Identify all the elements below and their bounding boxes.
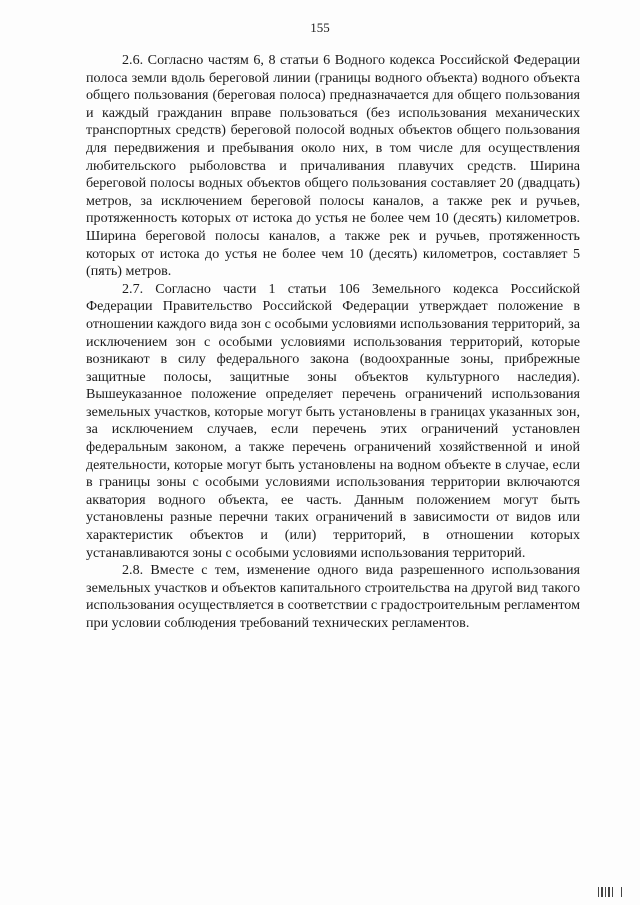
paragraph-2-8: 2.8. Вместе с тем, изменение одного вида разрешенного использования земельных участков и объектов капитального строительства на другой вид такого использования осуществляется в соответствии с градостроительным регламентом при условии соблюдения требований технических регламентов. — [86, 562, 580, 631]
paragraph-2-6: 2.6. Согласно частям 6, 8 статьи 6 Водного кодекса Российской Федерации полоса земли вдоль береговой линии (границы водного объекта) водного объекта общего пользования (береговая полоса) предназначается для общего пользования и каждый гражданин вправе пользоваться (без использования механических транспортных средств) береговой полосой водных объектов общего пользования для передвижения и пребывания около них, в том числе для осуществления любительского рыболовства и причаливания плавучих средств. Ширина береговой полосы водных объектов общего пользования составляет 20 (двадцать) метров, за исключением береговой полосы каналов, а также рек и ручьев, протяженность которых от истока до устья не более чем 10 (десять) километров. Ширина береговой полосы каналов, а также рек и ручьев, протяженность которых от истока до устья не более чем 10 (десять) километров, составляет 5 (пять) метров. — [86, 52, 580, 280]
scan-barcode-mark — [598, 887, 622, 897]
page-number: 155 — [310, 20, 330, 35]
paragraph-2-7: 2.7. Согласно части 1 статьи 106 Земельного кодекса Российской Федерации Правительство Российской Федерации утверждает положение в отношении каждого вида зон с особыми условиями использования территорий, за исключением зон с особыми условиями использования территорий, которые возникают в силу федерального закона (водоохранные зоны, прибрежные защитные полосы, защитные зоны объектов культурного наследия). Вышеуказанное положение определяет перечень ограничений использования земельных участков, которые могут быть установлены в границах указанных зон, за исключением случаев, если перечень этих ограничений установлен федеральным законом, а также перечень ограничений хозяйственной и иной деятельности, которые могут быть установлены на водном объекте в случае, если в границы зоны с особыми условиями использования территории включаются акватория водного объекта, ее часть. Данным положением могут быть установлены разные перечни таких ограничений в зависимости от видов или характеристик объектов и (или) территорий, в отношении которых устанавливаются зоны с особыми условиями использования территорий. — [86, 280, 580, 561]
document-body — [86, 52, 580, 633]
